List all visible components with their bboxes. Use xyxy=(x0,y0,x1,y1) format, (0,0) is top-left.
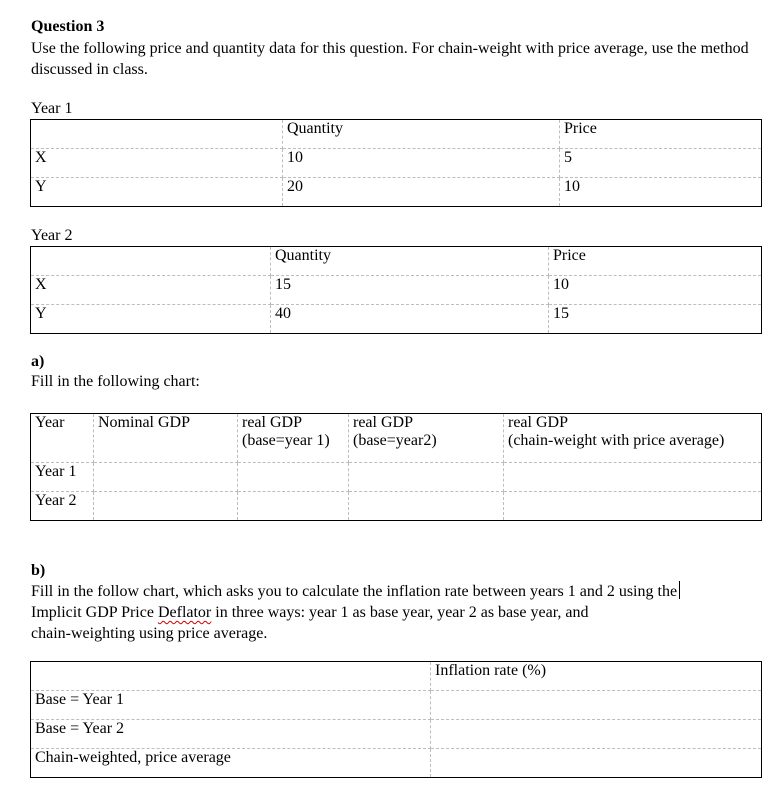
year2-item-x: X xyxy=(31,276,271,305)
spellcheck-flagged-word[interactable]: Deflator xyxy=(157,604,212,621)
year1-price-x[interactable]: 5 xyxy=(560,149,762,178)
part-a-instruction: Fill in the following chart: xyxy=(31,373,200,390)
gdp-year2-real-base1-cell[interactable] xyxy=(238,492,349,521)
gdp-header-nominal: Nominal GDP xyxy=(94,414,238,463)
year1-item-y: Y xyxy=(31,178,283,207)
table-row xyxy=(31,749,762,778)
gdp-row-year2-label: Year 2 xyxy=(31,492,94,521)
part-b-label: b) xyxy=(31,562,46,579)
year2-header-price: Price xyxy=(549,247,762,276)
gdp-year1-real-chain-cell[interactable] xyxy=(504,463,762,492)
year1-table xyxy=(30,119,762,207)
inflation-row-base2-label: Base = Year 2 xyxy=(31,720,431,749)
question-title: Question 3 xyxy=(31,18,105,35)
table-row xyxy=(31,149,762,178)
gdp-year2-real-base2-cell[interactable] xyxy=(349,492,504,521)
question-intro: Use the following price and quantity data for this question. For chain-weight with price average, use the method discussed in class. xyxy=(31,40,749,78)
gdp-year2-real-chain-cell[interactable] xyxy=(504,492,762,521)
year1-header-price: Price xyxy=(560,120,762,149)
inflation-row-base1-label: Base = Year 1 xyxy=(31,691,431,720)
gdp-header-year: Year xyxy=(31,414,94,463)
gdp-row-year1-label: Year 1 xyxy=(31,463,94,492)
gdp-year2-nominal-cell[interactable] xyxy=(94,492,238,521)
year1-quantity-y[interactable]: 20 xyxy=(283,178,560,207)
year2-label: Year 2 xyxy=(31,227,73,244)
table-row xyxy=(31,305,762,334)
year2-quantity-y[interactable]: 40 xyxy=(271,305,549,334)
gdp-year1-real-base2-cell[interactable] xyxy=(349,463,504,492)
table-row xyxy=(31,720,762,749)
part-b-instruction: Fill in the follow chart, which asks you to calculate the inflation rate between years 1 and 2 using the Implicit GDP Price Deflator in three ways: year 1 as base year, year 2 as base year, and chain-weighting using price average. xyxy=(31,581,771,644)
gdp-header-real-base2: real GDP (base=year2) xyxy=(349,414,504,463)
year2-table xyxy=(30,246,762,334)
gdp-table xyxy=(30,413,762,521)
table-row xyxy=(31,492,762,521)
inflation-base2-cell[interactable] xyxy=(431,720,762,749)
gdp-year1-real-base1-cell[interactable] xyxy=(238,463,349,492)
gdp-header-real-base1: real GDP (base=year 1) xyxy=(238,414,349,463)
gdp-header-real-chain: real GDP (chain-weight with price average) xyxy=(504,414,762,463)
year1-label: Year 1 xyxy=(31,100,73,117)
inflation-chain-cell[interactable] xyxy=(431,749,762,778)
year1-quantity-x[interactable]: 10 xyxy=(283,149,560,178)
inflation-header-blank xyxy=(31,662,431,691)
inflation-row-chain-label: Chain-weighted, price average xyxy=(31,749,431,778)
year2-quantity-x[interactable]: 15 xyxy=(271,276,549,305)
inflation-table xyxy=(30,661,762,778)
table-row xyxy=(31,276,762,305)
gdp-year1-nominal-cell[interactable] xyxy=(94,463,238,492)
year2-header-item xyxy=(31,247,271,276)
text-cursor xyxy=(679,581,680,599)
table-row xyxy=(31,463,762,492)
inflation-header: Inflation rate (%) xyxy=(431,662,762,691)
year1-header-quantity: Quantity xyxy=(283,120,560,149)
inflation-base1-cell[interactable] xyxy=(431,691,762,720)
year2-price-y[interactable]: 15 xyxy=(553,305,569,322)
year2-item-y: Y xyxy=(31,305,271,334)
year1-item-x: X xyxy=(31,149,283,178)
year2-header-quantity: Quantity xyxy=(271,247,549,276)
table-row xyxy=(31,691,762,720)
year1-header-item xyxy=(31,120,283,149)
table-row xyxy=(31,178,762,207)
year2-price-x[interactable]: 10 xyxy=(549,276,762,305)
part-a-label: a) xyxy=(31,353,45,370)
year1-price-y[interactable]: 10 xyxy=(564,178,580,195)
